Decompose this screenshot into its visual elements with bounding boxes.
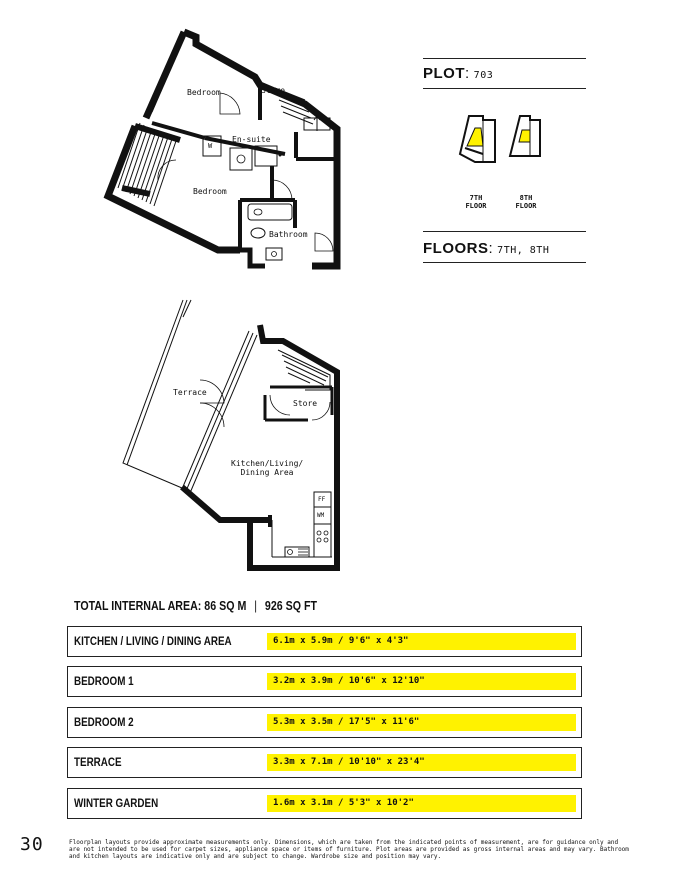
room-label-line: Kitchen/Living/ bbox=[231, 459, 304, 468]
total-area-sqm: TOTAL INTERNAL AREA: 86 SQ M bbox=[74, 598, 247, 613]
caption-line: FLOOR bbox=[515, 202, 537, 210]
floors-info bbox=[423, 239, 549, 257]
total-area-sqft: 926 SQ FT bbox=[264, 598, 318, 613]
room-dimensions: 5.3m x 3.5m / 17'5" x 11'6" bbox=[267, 714, 576, 731]
room-name: TERRACE bbox=[74, 755, 122, 769]
room-dimensions: 6.1m x 5.9m / 9'6" x 4'3" bbox=[267, 633, 576, 650]
room-dimension-row bbox=[67, 747, 582, 778]
room-label-bathroom: Bathroom bbox=[269, 230, 308, 239]
plot-key: PLOT bbox=[423, 65, 465, 82]
key-plan-7th-floor bbox=[455, 112, 500, 167]
wardrobe-mark: W bbox=[208, 142, 213, 150]
divider bbox=[423, 58, 586, 59]
room-dimension-row bbox=[67, 666, 582, 697]
key-plan-8th-caption bbox=[506, 194, 546, 210]
caption-line: FLOOR bbox=[465, 202, 487, 210]
room-label-bedroom-2: Bedroom bbox=[193, 187, 227, 196]
room-name: BEDROOM 1 bbox=[74, 674, 134, 688]
lower-floor-plan bbox=[100, 295, 345, 575]
room-label-bedroom-1: Bedroom bbox=[187, 88, 221, 97]
total-area-separator: | bbox=[254, 598, 258, 613]
washing-machine-label: WM bbox=[317, 512, 325, 519]
fridge-freezer-label: FF bbox=[318, 496, 326, 503]
room-label-ensuite: En-suite bbox=[232, 135, 271, 144]
room-dimension-row bbox=[67, 788, 582, 819]
floors-colon: : bbox=[488, 240, 494, 257]
divider bbox=[423, 262, 586, 263]
plot-colon: : bbox=[465, 65, 470, 82]
key-plan-7th-caption bbox=[456, 194, 496, 210]
plot-number bbox=[423, 64, 493, 82]
upper-floor-plan bbox=[100, 28, 345, 273]
floors-value: 7TH, 8TH bbox=[497, 245, 550, 256]
room-dimensions: 1.6m x 3.1m / 5'3" x 10'2" bbox=[267, 795, 576, 812]
divider bbox=[423, 88, 586, 89]
room-dimension-row bbox=[67, 626, 582, 657]
plot-value: 703 bbox=[473, 70, 494, 81]
room-name: WINTER GARDEN bbox=[74, 796, 159, 810]
room-name: BEDROOM 2 bbox=[74, 715, 134, 729]
page-number: 30 bbox=[20, 834, 44, 855]
caption-line: 8TH bbox=[519, 194, 533, 202]
total-internal-area bbox=[74, 598, 322, 613]
room-label-line: Dining Area bbox=[240, 468, 294, 477]
room-dimensions: 3.2m x 3.9m / 10'6" x 12'10" bbox=[267, 673, 576, 690]
room-label-store-lower: Store bbox=[293, 399, 318, 408]
floors-key: FLOORS bbox=[423, 240, 489, 257]
caption-line: 7TH bbox=[469, 194, 483, 202]
room-label-terrace: Terrace bbox=[173, 388, 207, 397]
key-plan-8th-floor bbox=[506, 112, 546, 160]
disclaimer-text: Floorplan layouts provide approximate measurements only. Dimensions, which are taken from the indicated points of measurement, are for guidance only and are not intended to be used for carpet sizes, appliance space or items of furniture. Plot areas are provided as gross internal areas and may vary. Bathroom and kitchen layouts are indicative only and are subject to change. Wardrobe size and position may vary. bbox=[69, 839, 629, 860]
room-label-kitchen bbox=[231, 459, 303, 477]
room-dimensions: 3.3m x 7.1m / 10'10" x 23'4" bbox=[267, 754, 576, 771]
room-label-store-upper: Store bbox=[261, 86, 286, 95]
divider bbox=[423, 231, 586, 232]
room-dimension-row bbox=[67, 707, 582, 738]
room-name: KITCHEN / LIVING / DINING AREA bbox=[74, 634, 232, 648]
